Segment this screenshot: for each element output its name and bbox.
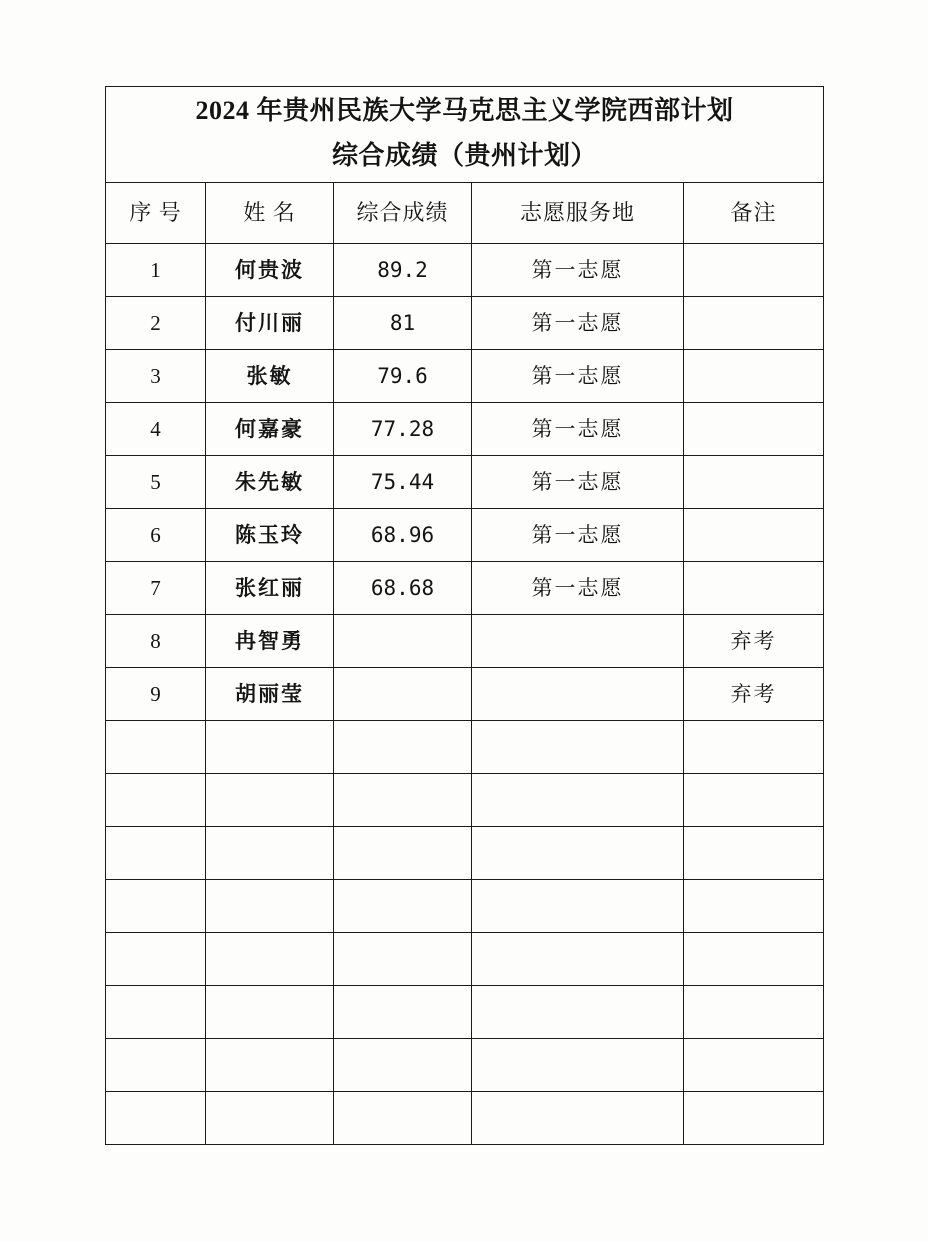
cell-place xyxy=(472,933,684,986)
cell-score xyxy=(334,774,472,827)
cell-score xyxy=(334,1039,472,1092)
cell-note xyxy=(684,456,824,509)
cell-seq xyxy=(106,774,206,827)
cell-seq xyxy=(106,986,206,1039)
cell-name: 陈玉玲 xyxy=(206,509,334,562)
table-row xyxy=(106,456,824,509)
cell-seq: 7 xyxy=(106,562,206,615)
cell-note: 弃考 xyxy=(684,615,824,668)
cell-seq xyxy=(106,933,206,986)
title-row xyxy=(106,87,824,183)
table-row-empty xyxy=(106,721,824,774)
cell-score: 68.68 xyxy=(334,562,472,615)
cell-place: 第一志愿 xyxy=(472,403,684,456)
cell-score: 68.96 xyxy=(334,509,472,562)
table-row xyxy=(106,615,824,668)
cell-score xyxy=(334,827,472,880)
cell-name xyxy=(206,774,334,827)
cell-seq xyxy=(106,721,206,774)
cell-note xyxy=(684,297,824,350)
column-header-seq: 序 号 xyxy=(106,183,206,244)
cell-name xyxy=(206,933,334,986)
table-row-empty xyxy=(106,933,824,986)
cell-name: 朱先敏 xyxy=(206,456,334,509)
cell-name xyxy=(206,880,334,933)
cell-place: 第一志愿 xyxy=(472,562,684,615)
cell-place xyxy=(472,668,684,721)
table-row xyxy=(106,350,824,403)
table-row xyxy=(106,297,824,350)
cell-name: 何贵波 xyxy=(206,244,334,297)
cell-seq: 5 xyxy=(106,456,206,509)
cell-note xyxy=(684,880,824,933)
cell-note xyxy=(684,774,824,827)
table-row xyxy=(106,403,824,456)
cell-name xyxy=(206,721,334,774)
cell-seq xyxy=(106,1039,206,1092)
cell-place xyxy=(472,1039,684,1092)
table-header-row xyxy=(106,183,824,244)
cell-name: 冉智勇 xyxy=(206,615,334,668)
table-body xyxy=(106,87,824,1145)
title-line-2: 综合成绩（贵州计划） xyxy=(332,140,598,170)
cell-seq xyxy=(106,1092,206,1145)
table-row-empty xyxy=(106,880,824,933)
cell-score xyxy=(334,880,472,933)
column-header-score: 综合成绩 xyxy=(334,183,472,244)
cell-place xyxy=(472,986,684,1039)
cell-note xyxy=(684,933,824,986)
cell-note xyxy=(684,1092,824,1145)
table-row-empty xyxy=(106,986,824,1039)
table-row-empty xyxy=(106,1092,824,1145)
cell-score xyxy=(334,933,472,986)
table-row-empty xyxy=(106,774,824,827)
table-row xyxy=(106,668,824,721)
cell-score: 77.28 xyxy=(334,403,472,456)
cell-score xyxy=(334,721,472,774)
cell-place: 第一志愿 xyxy=(472,244,684,297)
cell-note xyxy=(684,562,824,615)
cell-note xyxy=(684,350,824,403)
column-header-name: 姓 名 xyxy=(206,183,334,244)
cell-note xyxy=(684,509,824,562)
cell-note xyxy=(684,244,824,297)
cell-note xyxy=(684,827,824,880)
cell-name: 张敏 xyxy=(206,350,334,403)
cell-note xyxy=(684,986,824,1039)
cell-name: 胡丽莹 xyxy=(206,668,334,721)
table-row-empty xyxy=(106,1039,824,1092)
cell-score: 81 xyxy=(334,297,472,350)
cell-place: 第一志愿 xyxy=(472,297,684,350)
cell-note xyxy=(684,1039,824,1092)
cell-name xyxy=(206,986,334,1039)
table-row xyxy=(106,244,824,297)
cell-name: 张红丽 xyxy=(206,562,334,615)
cell-note: 弃考 xyxy=(684,668,824,721)
cell-place xyxy=(472,827,684,880)
cell-score: 89.2 xyxy=(334,244,472,297)
document-title xyxy=(106,87,824,183)
cell-place: 第一志愿 xyxy=(472,509,684,562)
column-header-note: 备注 xyxy=(684,183,824,244)
cell-seq: 2 xyxy=(106,297,206,350)
cell-place xyxy=(472,1092,684,1145)
table-row xyxy=(106,509,824,562)
cell-seq xyxy=(106,827,206,880)
cell-place xyxy=(472,721,684,774)
cell-score xyxy=(334,1092,472,1145)
cell-seq: 3 xyxy=(106,350,206,403)
title-line-1: 2024 年贵州民族大学马克思主义学院西部计划 xyxy=(195,96,734,125)
cell-place xyxy=(472,880,684,933)
cell-score: 79.6 xyxy=(334,350,472,403)
cell-place xyxy=(472,615,684,668)
cell-score xyxy=(334,668,472,721)
cell-seq: 4 xyxy=(106,403,206,456)
cell-seq xyxy=(106,880,206,933)
cell-name xyxy=(206,1039,334,1092)
cell-score xyxy=(334,986,472,1039)
cell-note xyxy=(684,403,824,456)
cell-score: 75.44 xyxy=(334,456,472,509)
column-header-place: 志愿服务地 xyxy=(472,183,684,244)
cell-place: 第一志愿 xyxy=(472,350,684,403)
cell-note xyxy=(684,721,824,774)
cell-score xyxy=(334,615,472,668)
cell-name: 付川丽 xyxy=(206,297,334,350)
cell-seq: 9 xyxy=(106,668,206,721)
cell-name xyxy=(206,827,334,880)
cell-name: 何嘉豪 xyxy=(206,403,334,456)
results-table xyxy=(105,86,824,1145)
table-row-empty xyxy=(106,827,824,880)
table-row xyxy=(106,562,824,615)
cell-name xyxy=(206,1092,334,1145)
cell-place: 第一志愿 xyxy=(472,456,684,509)
cell-place xyxy=(472,774,684,827)
cell-seq: 6 xyxy=(106,509,206,562)
cell-seq: 8 xyxy=(106,615,206,668)
cell-seq: 1 xyxy=(106,244,206,297)
